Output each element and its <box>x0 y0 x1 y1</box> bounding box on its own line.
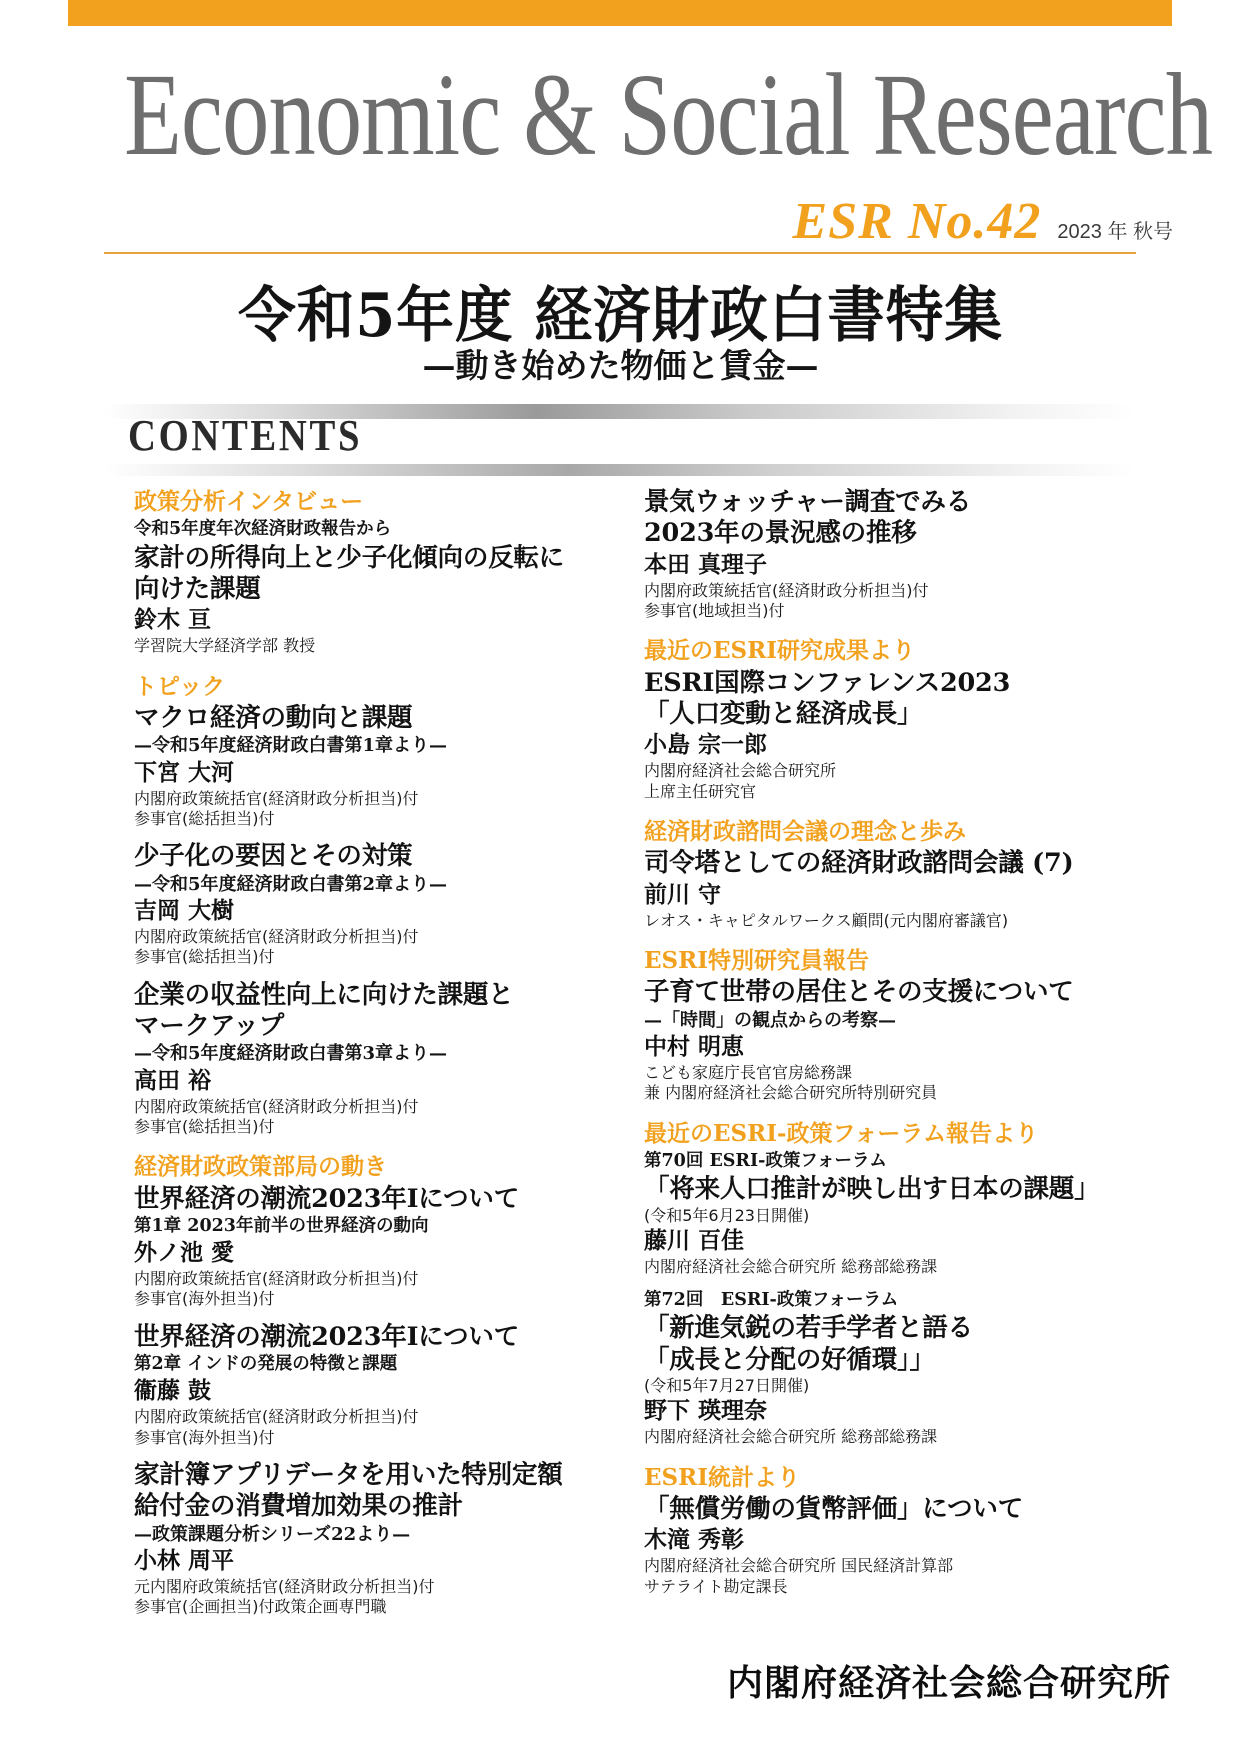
toc-entry[interactable] <box>644 848 1114 931</box>
entry-affiliation: 学習院大学経済学部 教授 <box>134 636 316 656</box>
contents-columns <box>0 487 1241 1667</box>
entry-title[interactable]: 「人口変動と経済成長」 <box>644 699 923 730</box>
entry-subtitle: —令和5年度経済財政白書第1章より— <box>134 735 448 757</box>
section-header: 最近のESRI研究成果より <box>644 637 916 665</box>
entry-note: (令和5年6月23日開催) <box>644 1205 810 1225</box>
toc-entry[interactable] <box>134 518 584 656</box>
entry-title[interactable]: 司令塔としての経済財政諮問会議 (7) <box>644 848 1074 879</box>
toc-entry[interactable] <box>134 1184 584 1310</box>
entry-author: 衞藤 鼓 <box>134 1378 212 1405</box>
top-accent-bar <box>68 0 1172 26</box>
entry-author: 野下 瑛理奈 <box>644 1398 768 1425</box>
page-subtitle: —動き始めた物価と賃金— <box>422 346 819 385</box>
page-title: 令和5年度 経済財政白書特集 <box>238 281 1003 351</box>
entry-title[interactable]: 少子化の要因とその対策 <box>134 841 413 872</box>
section-header: トピック <box>134 672 226 700</box>
entry-affiliation: 内閣府経済社会総合研究所 総務部総務課 <box>644 1256 938 1276</box>
entry-author: 小島 宗一郎 <box>644 732 768 759</box>
entry-author: 下宮 大河 <box>134 759 235 786</box>
entry-author: 吉岡 大樹 <box>134 898 235 925</box>
entry-title[interactable]: 企業の収益性向上に向けた課題と <box>134 979 514 1010</box>
entry-author: 木滝 秀彰 <box>644 1527 745 1554</box>
entry-affiliation: 内閣府政策統括官(経済財政分析担当)付 <box>134 926 419 946</box>
toc-entry[interactable] <box>134 703 584 829</box>
toc-entry[interactable] <box>644 668 1114 802</box>
contents-heading: CONTENTS <box>128 411 363 460</box>
toc-entry[interactable] <box>134 1322 584 1448</box>
entry-affiliation: 内閣府政策統括官(経済財政分析担当)付 <box>134 1407 419 1427</box>
entry-title[interactable]: 家計簿アプリデータを用いた特別定額 <box>134 1459 563 1490</box>
entry-title[interactable]: 子育て世帯の居住とその支援について <box>644 977 1074 1008</box>
entry-affiliation: 上席主任研究官 <box>644 781 757 801</box>
issue-line <box>793 192 1173 251</box>
entry-affiliation: 内閣府政策統括官(経済財政分析担当)付 <box>134 1096 419 1116</box>
entry-affiliation: 参事官(地域担当)付 <box>644 600 785 620</box>
entry-affiliation: 内閣府経済社会総合研究所 <box>644 761 837 781</box>
entry-title[interactable]: 景気ウォッチャー調査でみる <box>644 487 972 517</box>
entry-affiliation: 参事官(総括担当)付 <box>134 947 275 967</box>
entry-author: 鈴木 亘 <box>134 607 212 634</box>
entry-kicker: 第70回 ESRI-政策フォーラム <box>644 1151 887 1172</box>
section-header: 経済財政政策部局の動き <box>134 1153 387 1181</box>
publisher-name: 内閣府経済社会総合研究所 <box>726 1663 1171 1704</box>
header-divider <box>104 252 1136 254</box>
entry-kicker: 令和5年度年次経済財政報告から <box>134 519 392 540</box>
entry-affiliation: 参事官(企画担当)付政策企画専門職 <box>134 1597 387 1617</box>
contents-column-right <box>644 487 1114 1597</box>
entry-kicker: 第2章 インドの発展の特徴と課題 <box>134 1354 398 1375</box>
entry-title[interactable]: 給付金の消費増加効果の推計 <box>134 1491 463 1522</box>
entry-author: 外ノ池 愛 <box>134 1240 235 1267</box>
entry-affiliation: 参事官(海外担当)付 <box>134 1427 275 1447</box>
entry-author: 本田 真理子 <box>644 551 768 578</box>
entry-title[interactable]: 世界経済の潮流2023年Ⅰについて <box>134 1183 519 1214</box>
entry-title[interactable]: マクロ経済の動向と課題 <box>134 703 413 734</box>
entry-author: 小林 周平 <box>134 1548 235 1575</box>
entry-title[interactable]: 家計の所得向上と少子化傾向の反転に <box>134 542 565 573</box>
entry-title[interactable]: マークアップ <box>134 1010 285 1041</box>
section-header: 政策分析インタビュー <box>134 488 364 515</box>
entry-title[interactable]: 向けた課題 <box>134 574 261 605</box>
entry-affiliation: サテライト勘定課長 <box>644 1576 788 1596</box>
entry-affiliation: 元内閣府政策統括官(経済財政分析担当)付 <box>134 1576 435 1596</box>
entry-title[interactable]: 2023年の景況感の推移 <box>644 518 917 549</box>
entry-kicker: 第72回 ESRI-政策フォーラム <box>644 1290 899 1311</box>
entry-subtitle: —令和5年度経済財政白書第2章より— <box>134 873 448 895</box>
entry-affiliation: 内閣府経済社会総合研究所 国民経済計算部 <box>644 1556 954 1576</box>
issue-number: ESR No.42 <box>792 193 1042 250</box>
entry-affiliation: 兼 内閣府経済社会総合研究所特別研究員 <box>644 1083 938 1103</box>
masthead <box>0 49 1241 180</box>
entry-affiliation: 内閣府政策統括官(経済財政分析担当)付 <box>134 1269 419 1289</box>
entry-affiliation: 内閣府経済社会総合研究所 総務部総務課 <box>644 1427 938 1447</box>
toc-entry[interactable] <box>134 980 584 1138</box>
section-header: 経済財政諮問会議の理念と歩み <box>644 817 966 845</box>
entry-affiliation: こども家庭庁長官官房総務課 <box>644 1062 853 1082</box>
toc-entry[interactable] <box>134 1460 584 1618</box>
entry-subtitle: —「時間」の観点からの考察— <box>644 1009 896 1031</box>
toc-entry[interactable] <box>644 1150 1114 1277</box>
entry-affiliation: 参事官(総括担当)付 <box>134 1116 275 1136</box>
entry-title[interactable]: ESRI国際コンファレンス2023 <box>644 667 1011 698</box>
entry-subtitle: —政策課題分析シリーズ22より— <box>134 1523 411 1545</box>
entry-affiliation: レオス・キャピタルワークス顧問(元内閣府審議官) <box>644 910 1009 930</box>
entry-title[interactable]: 「新進気鋭の若手学者と語る <box>644 1313 973 1344</box>
contents-column-left <box>134 487 584 1618</box>
section-header: ESRI特別研究員報告 <box>644 946 870 974</box>
section-header: ESRI統計より <box>644 1463 801 1491</box>
entry-affiliation: 内閣府政策統括官(経済財政分析担当)付 <box>134 788 419 808</box>
toc-entry[interactable] <box>644 1494 1114 1597</box>
section-header: 最近のESRI-政策フォーラム報告より <box>644 1119 1039 1147</box>
entry-note: (令和5年7月27日開催) <box>644 1376 810 1396</box>
entry-subtitle: —令和5年度経済財政白書第3章より— <box>134 1043 448 1065</box>
toc-entry[interactable] <box>644 1289 1114 1448</box>
entry-author: 藤川 百佳 <box>644 1227 745 1254</box>
entry-affiliation: 参事官(海外担当)付 <box>134 1289 275 1309</box>
entry-title[interactable]: 「成長と分配の好循環」」 <box>644 1344 935 1375</box>
contents-band-bottom <box>104 464 1136 476</box>
issue-date: 2023 年 秋号 <box>1057 221 1173 243</box>
entry-author: 高田 裕 <box>134 1067 212 1094</box>
entry-author: 中村 明恵 <box>644 1034 745 1061</box>
toc-entry[interactable] <box>644 977 1114 1103</box>
entry-affiliation: 内閣府政策統括官(経済財政分析担当)付 <box>644 580 929 600</box>
journal-title: Economic & Social Research <box>124 49 1213 180</box>
entry-author: 前川 守 <box>644 881 722 908</box>
entry-title[interactable]: 世界経済の潮流2023年Ⅰについて <box>134 1321 519 1352</box>
entry-title[interactable]: 「無償労働の貨幣評価」について <box>644 1494 1023 1525</box>
toc-entry[interactable] <box>134 841 584 967</box>
toc-entry[interactable] <box>644 487 1114 621</box>
entry-kicker: 第1章 2023年前半の世界経済の動向 <box>134 1216 429 1237</box>
entry-affiliation: 参事官(総括担当)付 <box>134 809 275 829</box>
entry-title[interactable]: 「将来人口推計が映し出す日本の課題」 <box>644 1174 1100 1205</box>
